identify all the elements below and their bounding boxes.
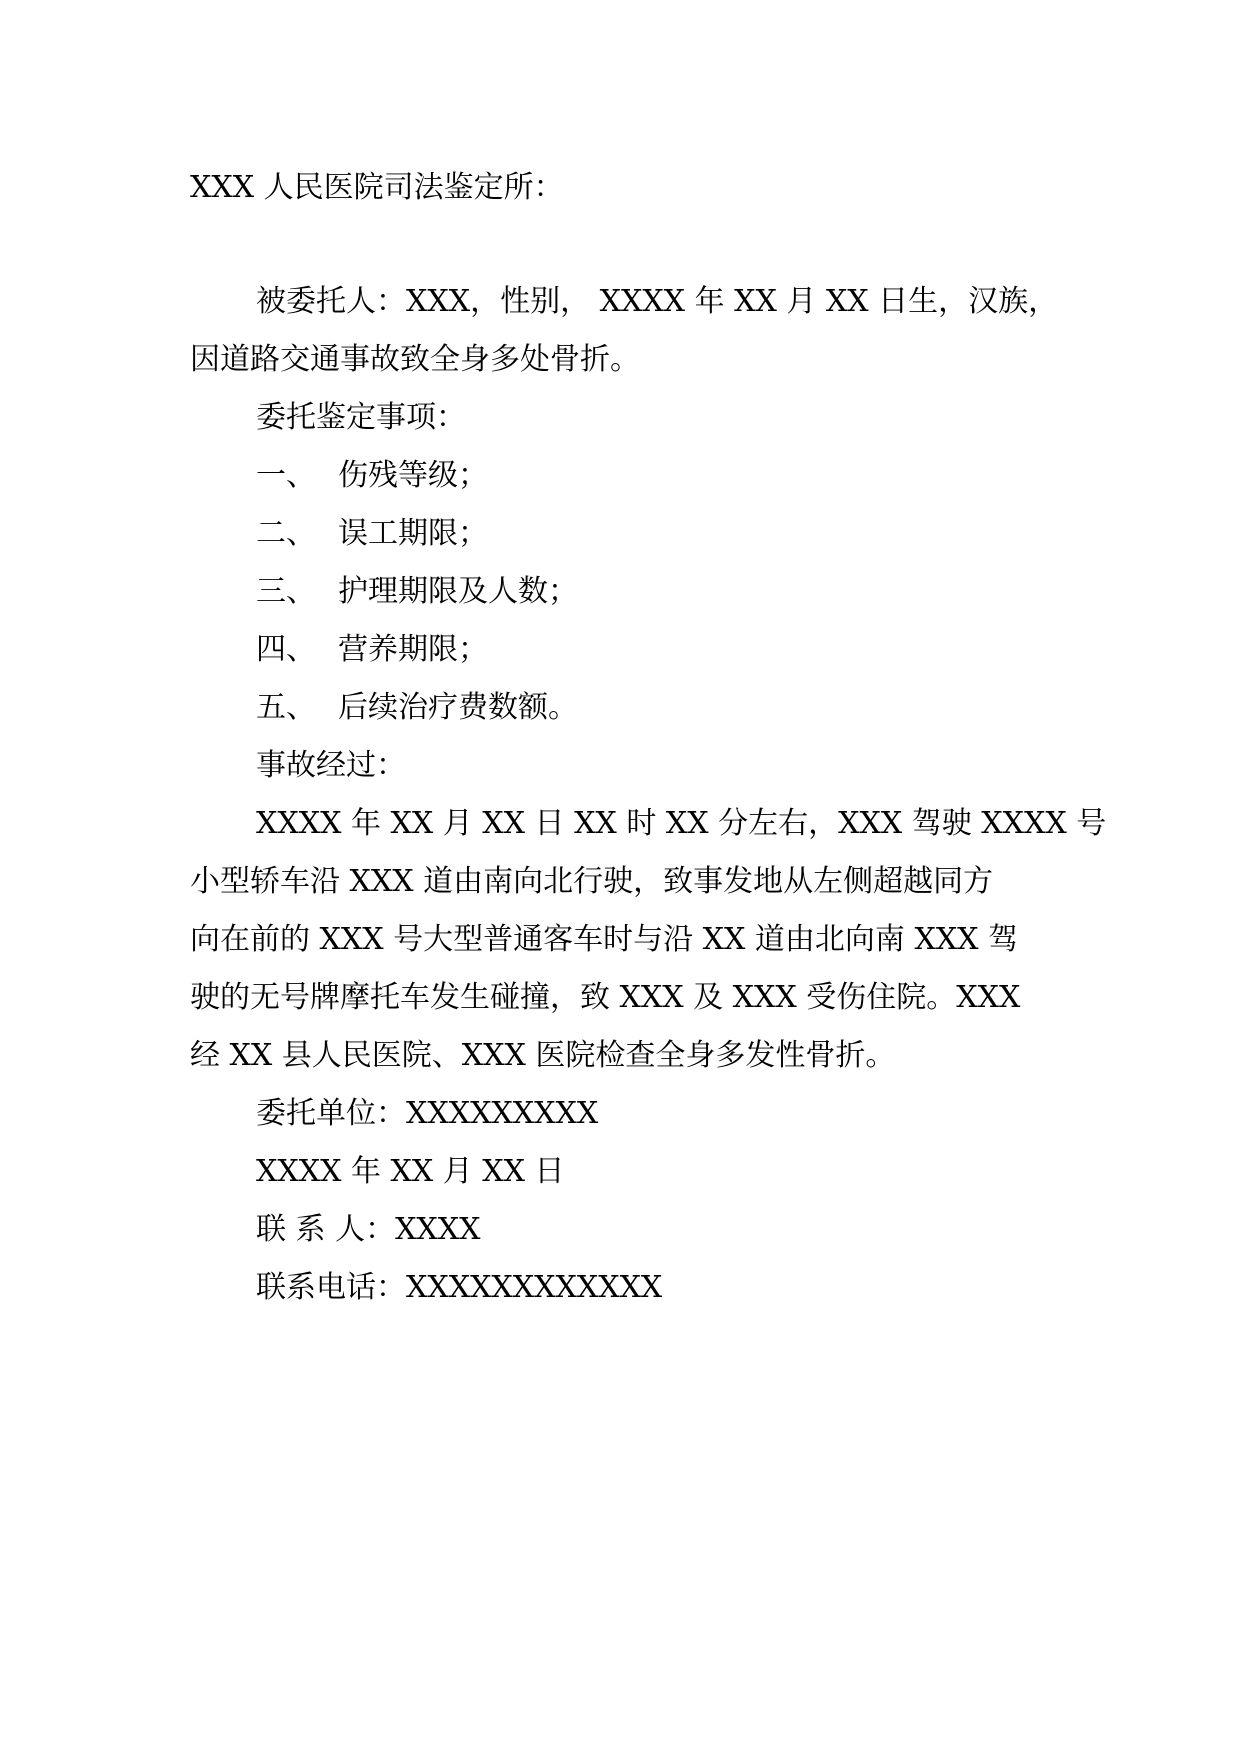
items-heading: 委托鉴定事项： xyxy=(256,400,466,435)
document-date: XXXX 年 XX 月 XX 日 xyxy=(256,1154,565,1189)
accident-line: XXXX 年 XX 月 XX 日 XX 时 XX 分左右，XXX 驾驶 XXXX 号 xyxy=(256,806,1107,841)
list-item-text: 误工期限； xyxy=(338,516,488,551)
list-item xyxy=(256,514,488,554)
intro-line: 因道路交通事故致全身多处骨折。 xyxy=(190,342,640,377)
accident-line: 向在前的 XXX 号大型普通客车时与沿 XX 道由北向南 XXX 驾 xyxy=(190,922,1019,957)
contact-person: 联 系 人：XXXX xyxy=(256,1212,481,1247)
list-item-text: 营养期限； xyxy=(338,632,488,667)
client-unit: 委托单位：XXXXXXXXX xyxy=(256,1096,599,1131)
list-item-number: 二、 xyxy=(256,516,316,551)
addressee: XXX 人民医院司法鉴定所： xyxy=(190,170,564,205)
accident-heading: 事故经过： xyxy=(256,748,406,783)
accident-line: 驶的无号牌摩托车发生碰撞，致 XXX 及 XXX 受伤住院。XXX xyxy=(190,980,1021,1015)
list-item-number: 五、 xyxy=(256,690,316,725)
list-item-number: 三、 xyxy=(256,574,316,609)
list-item-text: 后续治疗费数额。 xyxy=(338,690,578,725)
accident-line: 小型轿车沿 XXX 道由南向北行驶，致事发地从左侧超越同方 xyxy=(190,864,994,899)
list-item xyxy=(256,572,578,612)
list-item-number: 一、 xyxy=(256,458,316,493)
intro-line: 被委托人：XXX，性别， XXXX 年 XX 月 XX 日生，汉族， xyxy=(256,284,1059,319)
list-item xyxy=(256,456,488,496)
list-item xyxy=(256,688,578,728)
list-item xyxy=(256,630,488,670)
list-item-text: 伤残等级； xyxy=(338,458,488,493)
contact-phone: 联系电话：XXXXXXXXXXXX xyxy=(256,1270,663,1305)
accident-line: 经 XX 县人民医院、XXX 医院检查全身多发性骨折。 xyxy=(190,1038,896,1073)
list-item-text: 护理期限及人数； xyxy=(338,574,578,609)
list-item-number: 四、 xyxy=(256,632,316,667)
